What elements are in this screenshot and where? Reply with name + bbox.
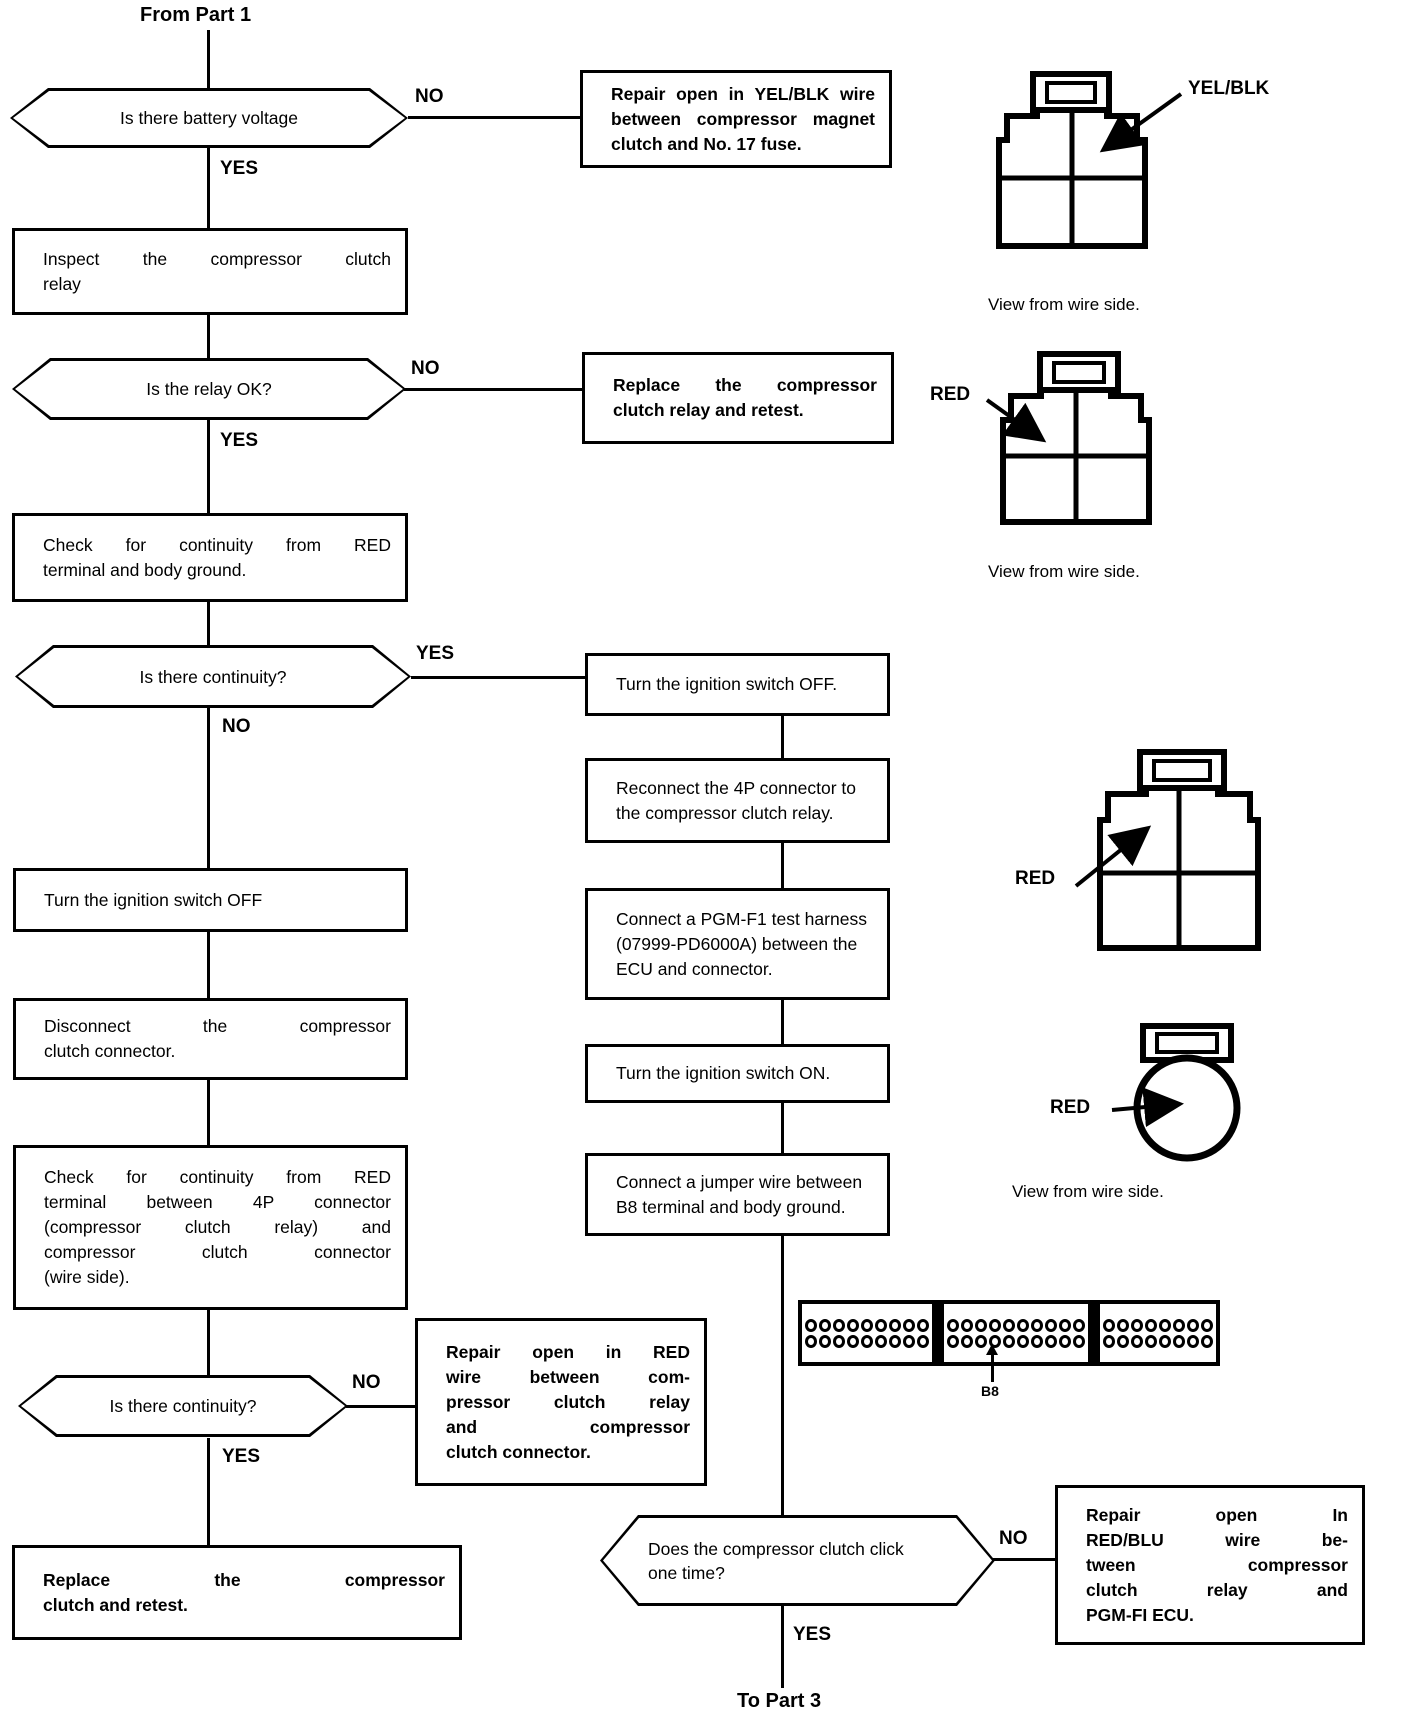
- ecu-terminal-hole: [1159, 1319, 1171, 1332]
- text-line: Connect a jumper wire between: [616, 1171, 863, 1192]
- ecu-terminal-hole: [847, 1319, 859, 1332]
- text-line: Repair open in YEL/BLK wire: [611, 83, 875, 104]
- ecu-terminal-hole: [1173, 1335, 1185, 1348]
- ecu-terminal-hole: [1017, 1319, 1029, 1332]
- text-line: (wire side).: [44, 1267, 130, 1287]
- flow-line: [207, 30, 210, 88]
- ecu-terminal-hole: [1187, 1335, 1199, 1348]
- ecu-terminal-hole: [861, 1319, 873, 1332]
- decision-continuity-2: [18, 1375, 348, 1437]
- text-line: clutch connector.: [44, 1041, 176, 1061]
- ecu-terminal-hole: [1045, 1335, 1057, 1348]
- text-line: Check for continuity from RED: [43, 534, 391, 555]
- ecu-terminal-hole: [819, 1335, 831, 1348]
- ecu-terminal-block: [944, 1304, 1088, 1362]
- action-repair-redblu-wire: [1055, 1485, 1365, 1645]
- text-line: ECU and connector.: [616, 958, 773, 979]
- ecu-terminal-hole: [1131, 1335, 1143, 1348]
- text-line: clutch and retest.: [43, 1594, 188, 1615]
- ecu-terminal-hole: [1159, 1335, 1171, 1348]
- text-line: pressor clutch relay: [446, 1391, 690, 1412]
- red-wire-label: RED: [930, 384, 971, 405]
- branch-line: [993, 1558, 1055, 1561]
- yes-label: YES: [222, 1446, 261, 1467]
- decision-text: Is there continuity?: [139, 666, 287, 687]
- ecu-terminal-hole: [1173, 1319, 1185, 1332]
- view-from-wire-side-caption: View from wire side.: [988, 295, 1140, 314]
- text-line: relay: [43, 273, 81, 294]
- action-ignition-on: Turn the ignition switch ON.: [585, 1044, 890, 1103]
- ecu-terminal-row: [1103, 1319, 1213, 1332]
- flow-line: [207, 1080, 210, 1145]
- ecu-terminal-hole: [947, 1319, 959, 1332]
- text-line: Reconnect the 4P connector to: [616, 777, 856, 798]
- yes-label: YES: [220, 158, 259, 179]
- to-part-3-label: To Part 3: [737, 1690, 822, 1712]
- text-line: clutch and No. 17 fuse.: [611, 133, 802, 154]
- connector-round-red-icon: [1040, 1022, 1260, 1162]
- ecu-terminal-hole: [1117, 1335, 1129, 1348]
- view-from-wire-side-caption: View from wire side.: [1012, 1182, 1164, 1201]
- text-line: clutch relay and: [1086, 1579, 1348, 1600]
- decision-text: Is there continuity?: [109, 1396, 257, 1416]
- text-line: RED/BLU wire be-: [1086, 1529, 1348, 1550]
- text-line: Repair open in RED: [446, 1341, 690, 1362]
- ecu-terminal-hole: [1031, 1335, 1043, 1348]
- text-line: (compressor clutch relay) and: [44, 1217, 391, 1237]
- ecu-terminal-hole: [819, 1319, 831, 1332]
- action-replace-relay: [582, 352, 894, 444]
- decision-text: Is there battery voltage: [119, 108, 299, 128]
- ecu-terminal-row: [947, 1335, 1085, 1348]
- b8-pointer-line: [991, 1352, 994, 1382]
- ecu-terminal-hole: [1201, 1319, 1213, 1332]
- decision-relay-ok: [12, 358, 406, 420]
- ecu-terminal-hole: [875, 1319, 887, 1332]
- ecu-terminal-hole: [1045, 1319, 1057, 1332]
- ecu-terminal-block: [1100, 1304, 1216, 1362]
- branch-line: [346, 1405, 415, 1408]
- decision-continuity-1: [15, 645, 411, 708]
- branch-line: [404, 388, 582, 391]
- text-line: between compressor magnet: [611, 108, 875, 129]
- ecu-block-separator: [932, 1304, 944, 1362]
- no-label: NO: [411, 358, 440, 379]
- text-line: and compressor: [446, 1416, 690, 1437]
- ecu-terminal-hole: [1003, 1319, 1015, 1332]
- flow-line: [207, 1310, 210, 1375]
- text-line: B8 terminal and body ground.: [616, 1196, 846, 1217]
- ecu-terminal-hole: [861, 1335, 873, 1348]
- no-label: NO: [352, 1372, 381, 1393]
- action-jumper-b8: [585, 1153, 890, 1236]
- flow-line: [781, 1000, 784, 1044]
- flow-line: [207, 932, 210, 998]
- yes-label: YES: [416, 643, 455, 664]
- flow-line: [207, 420, 210, 513]
- ecu-terminal-hole: [805, 1319, 817, 1332]
- ecu-terminal-hole: [833, 1335, 845, 1348]
- ecu-terminal-hole: [889, 1335, 901, 1348]
- action-pgm-harness: [585, 888, 890, 1000]
- yes-label: YES: [793, 1624, 832, 1645]
- flow-line: [781, 843, 784, 888]
- ecu-terminal-hole: [917, 1319, 929, 1332]
- ecu-terminal-hole: [1073, 1319, 1085, 1332]
- action-disconnect-clutch: [13, 998, 408, 1080]
- flow-line: [781, 716, 784, 758]
- ecu-terminal-hole: [1145, 1335, 1157, 1348]
- ecu-terminal-hole: [1003, 1335, 1015, 1348]
- ecu-terminal-hole: [903, 1319, 915, 1332]
- text-line: PGM-FI ECU.: [1086, 1604, 1194, 1625]
- no-label: NO: [222, 716, 251, 737]
- text-line: the compressor clutch relay.: [616, 802, 834, 823]
- yelblk-wire-label: YEL/BLK: [1188, 78, 1270, 99]
- ecu-terminal-hole: [961, 1319, 973, 1332]
- ecu-terminal-hole: [889, 1319, 901, 1332]
- text-line: terminal and body ground.: [43, 559, 247, 580]
- ecu-terminal-row: [947, 1319, 1085, 1332]
- ecu-terminal-row: [1103, 1335, 1213, 1348]
- red-wire-label: RED: [1015, 868, 1056, 889]
- ecu-block-separator: [1088, 1304, 1100, 1362]
- branch-line: [408, 116, 580, 119]
- action-repair-red-wire: [415, 1318, 707, 1486]
- ecu-terminal-row: [805, 1319, 929, 1332]
- ecu-terminal-hole: [961, 1335, 973, 1348]
- text-line: clutch connector.: [446, 1441, 591, 1462]
- ecu-terminal-hole: [1031, 1319, 1043, 1332]
- branch-line: [411, 676, 585, 679]
- ecu-terminal-hole: [847, 1335, 859, 1348]
- ecu-terminal-hole: [1103, 1319, 1115, 1332]
- flow-line: [207, 1438, 210, 1545]
- ecu-terminal-hole: [1145, 1319, 1157, 1332]
- ecu-terminal-hole: [975, 1319, 987, 1332]
- ecu-terminal-hole: [903, 1335, 915, 1348]
- action-reconnect-4p: [585, 758, 890, 843]
- red-wire-label: RED: [1050, 1097, 1091, 1118]
- ecu-terminal-hole: [917, 1335, 929, 1348]
- ecu-terminal-hole: [1059, 1335, 1071, 1348]
- text-line: Repair open In: [1086, 1504, 1348, 1525]
- ecu-terminal-hole: [1117, 1319, 1129, 1332]
- text-line: compressor clutch connector: [44, 1242, 391, 1262]
- ecu-terminal-hole: [805, 1335, 817, 1348]
- action-check-red-4p: [13, 1145, 408, 1310]
- ecu-terminal-hole: [833, 1319, 845, 1332]
- decision-text: [600, 1515, 995, 1606]
- ecu-terminal-hole: [1017, 1335, 1029, 1348]
- action-check-red-ground: [12, 513, 408, 602]
- text-line: terminal between 4P connector: [44, 1192, 391, 1212]
- ecu-terminal-hole: [1131, 1319, 1143, 1332]
- action-repair-yelblk-wire: [580, 70, 892, 168]
- text-line: Connect a PGM-F1 test harness: [616, 908, 867, 929]
- text-line: Disconnect the compressor: [44, 1016, 391, 1036]
- flow-line: [781, 1103, 784, 1153]
- text-line: Replace the compressor: [613, 375, 877, 395]
- b8-terminal-label: B8: [981, 1383, 999, 1399]
- ecu-terminal-hole: [1073, 1335, 1085, 1348]
- ecu-connector-strip: [798, 1300, 1220, 1366]
- text-line: Check for continuity from RED: [44, 1167, 391, 1187]
- ecu-terminal-row: [805, 1335, 929, 1348]
- ecu-terminal-hole: [947, 1335, 959, 1348]
- flow-line: [781, 1606, 784, 1688]
- action-replace-clutch: [12, 1545, 462, 1640]
- ecu-terminal-hole: [989, 1319, 1001, 1332]
- text-line: (07999-PD6000A) between the: [616, 933, 858, 954]
- no-label: NO: [415, 86, 444, 107]
- flow-line: [207, 708, 210, 868]
- flow-line: [207, 148, 210, 228]
- connector-4p-yelblk-icon: [985, 70, 1185, 255]
- ecu-terminal-block: [802, 1304, 932, 1362]
- text-line: Replace the compressor: [43, 1569, 445, 1590]
- text-line: tween compressor: [1086, 1554, 1348, 1575]
- text-line: wire between com-: [446, 1366, 690, 1387]
- b8-pointer-arrowhead: [986, 1344, 998, 1355]
- action-inspect-relay: [12, 228, 408, 315]
- connector-4p-red-icon: [985, 350, 1185, 530]
- ecu-terminal-hole: [1201, 1335, 1213, 1348]
- ecu-terminal-hole: [1187, 1319, 1199, 1332]
- flow-line: [207, 315, 210, 358]
- flow-line: [207, 602, 210, 645]
- text-line: clutch relay and retest.: [613, 400, 804, 420]
- ecu-terminal-hole: [1103, 1335, 1115, 1348]
- ecu-terminal-hole: [875, 1335, 887, 1348]
- action-ignition-off-left: Turn the ignition switch OFF: [13, 868, 408, 932]
- text-line: Inspect the compressor clutch: [43, 248, 391, 269]
- view-from-wire-side-caption: View from wire side.: [988, 562, 1140, 581]
- decision-battery-voltage: [10, 88, 408, 148]
- decision-text: Is the relay OK?: [146, 379, 272, 399]
- flow-line: [781, 1236, 784, 1515]
- yes-label: YES: [220, 430, 259, 451]
- text-line: Does the compressor clutch click: [648, 1538, 904, 1559]
- ecu-terminal-hole: [1059, 1319, 1071, 1332]
- action-ignition-off-right: Turn the ignition switch OFF.: [585, 653, 890, 716]
- from-part-1-label: From Part 1: [140, 4, 252, 26]
- text-line: one time?: [648, 1562, 725, 1583]
- connector-4p-red-icon-2: [1020, 748, 1270, 953]
- decision-clutch-click: [600, 1515, 995, 1606]
- no-label: NO: [999, 1528, 1028, 1549]
